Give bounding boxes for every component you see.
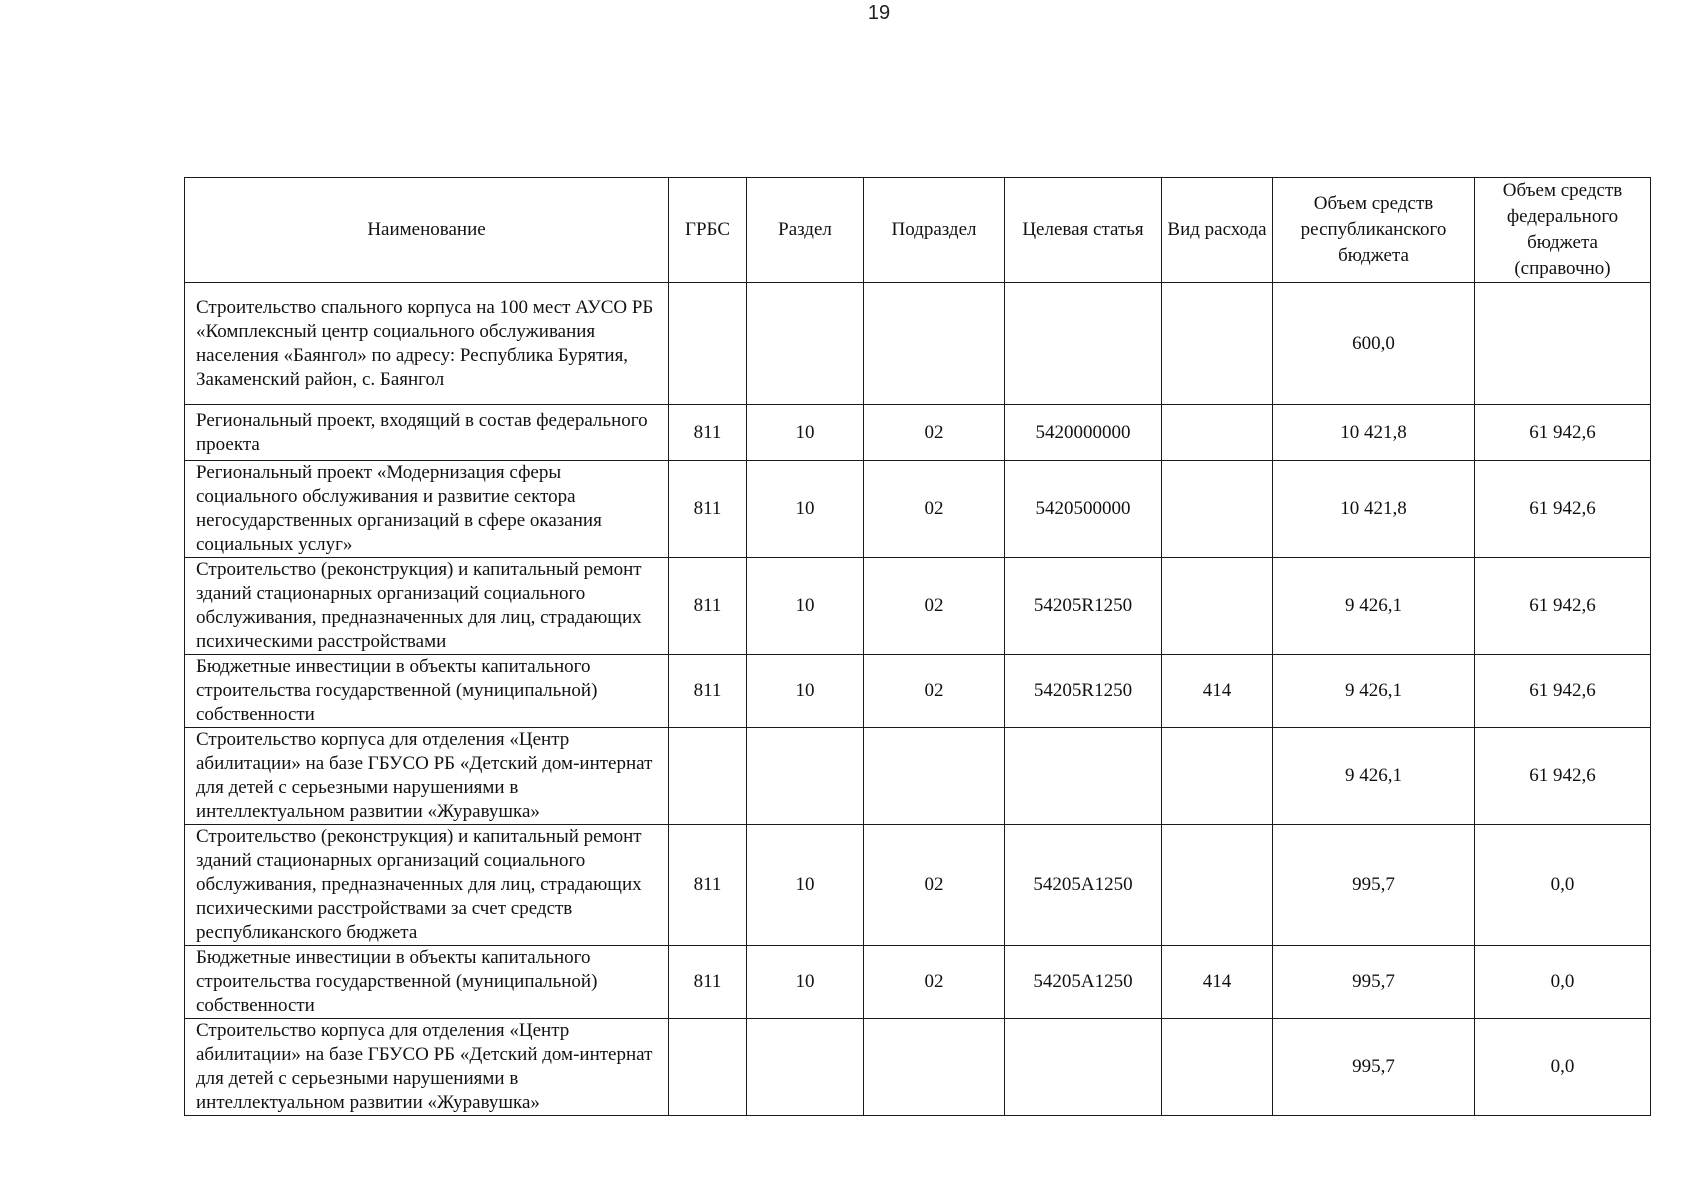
cell-republican-budget: 995,7 bbox=[1273, 825, 1475, 946]
cell-expense-type: 414 bbox=[1162, 946, 1273, 1019]
cell-federal-budget: 61 942,6 bbox=[1475, 461, 1651, 558]
table-body bbox=[185, 283, 1651, 1116]
cell-target-article: 5420000000 bbox=[1005, 405, 1162, 461]
cell-subsection: 02 bbox=[864, 558, 1005, 655]
cell-federal-budget: 61 942,6 bbox=[1475, 405, 1651, 461]
cell-expense-type: 414 bbox=[1162, 655, 1273, 728]
cell-expense-type bbox=[1162, 461, 1273, 558]
cell-section bbox=[747, 728, 864, 825]
cell-republican-budget: 9 426,1 bbox=[1273, 728, 1475, 825]
cell-federal-budget: 61 942,6 bbox=[1475, 728, 1651, 825]
cell-expense-type bbox=[1162, 283, 1273, 405]
cell-grbs: 811 bbox=[669, 946, 747, 1019]
cell-federal-budget: 61 942,6 bbox=[1475, 558, 1651, 655]
cell-republican-budget: 995,7 bbox=[1273, 1019, 1475, 1116]
table-row bbox=[185, 655, 1651, 728]
cell-federal-budget bbox=[1475, 283, 1651, 405]
cell-name: Бюджетные инвестиции в объекты капитального строительства государственной (муниципальной) собственности bbox=[185, 946, 669, 1019]
cell-target-article: 54205А1250 bbox=[1005, 825, 1162, 946]
cell-subsection: 02 bbox=[864, 946, 1005, 1019]
cell-grbs: 811 bbox=[669, 461, 747, 558]
cell-name: Региональный проект, входящий в состав федерального проекта bbox=[185, 405, 669, 461]
cell-grbs bbox=[669, 283, 747, 405]
cell-name: Строительство спального корпуса на 100 мест АУСО РБ «Комплексный центр социального обслуживания населения «Баянгол» по адресу: Республика Бурятия, Закаменский район, с. Баянгол bbox=[185, 283, 669, 405]
cell-target-article bbox=[1005, 728, 1162, 825]
cell-name: Строительство корпуса для отделения «Центр абилитации» на базе ГБУСО РБ «Детский дом-интернат для детей с серьезными нарушениями в интеллектуальном развитии «Журавушка» bbox=[185, 1019, 669, 1116]
cell-republican-budget: 9 426,1 bbox=[1273, 655, 1475, 728]
cell-expense-type bbox=[1162, 825, 1273, 946]
cell-target-article bbox=[1005, 1019, 1162, 1116]
table-row bbox=[185, 946, 1651, 1019]
header-republican-budget: Объем средств республиканского бюджета bbox=[1273, 178, 1475, 283]
table-row bbox=[185, 461, 1651, 558]
cell-target-article bbox=[1005, 283, 1162, 405]
cell-republican-budget: 10 421,8 bbox=[1273, 405, 1475, 461]
cell-republican-budget: 995,7 bbox=[1273, 946, 1475, 1019]
header-expense-type: Вид расхода bbox=[1162, 178, 1273, 283]
cell-target-article: 54205R1250 bbox=[1005, 655, 1162, 728]
cell-section: 10 bbox=[747, 405, 864, 461]
cell-federal-budget: 61 942,6 bbox=[1475, 655, 1651, 728]
cell-section: 10 bbox=[747, 825, 864, 946]
cell-subsection bbox=[864, 728, 1005, 825]
header-section: Раздел bbox=[747, 178, 864, 283]
cell-federal-budget: 0,0 bbox=[1475, 825, 1651, 946]
cell-target-article: 54205А1250 bbox=[1005, 946, 1162, 1019]
cell-grbs: 811 bbox=[669, 558, 747, 655]
cell-subsection bbox=[864, 283, 1005, 405]
cell-section bbox=[747, 283, 864, 405]
cell-expense-type bbox=[1162, 1019, 1273, 1116]
cell-name: Строительство (реконструкция) и капитальный ремонт зданий стационарных организаций социального обслуживания, предназначенных для лиц, страдающих психическими расстройствами за счет средств республиканского бюджета bbox=[185, 825, 669, 946]
cell-expense-type bbox=[1162, 728, 1273, 825]
cell-name: Строительство корпуса для отделения «Центр абилитации» на базе ГБУСО РБ «Детский дом-интернат для детей с серьезными нарушениями в интеллектуальном развитии «Журавушка» bbox=[185, 728, 669, 825]
cell-expense-type bbox=[1162, 405, 1273, 461]
cell-grbs bbox=[669, 728, 747, 825]
cell-republican-budget: 9 426,1 bbox=[1273, 558, 1475, 655]
table-row bbox=[185, 558, 1651, 655]
header-name: Наименование bbox=[185, 178, 669, 283]
cell-grbs: 811 bbox=[669, 655, 747, 728]
cell-expense-type bbox=[1162, 558, 1273, 655]
cell-grbs: 811 bbox=[669, 405, 747, 461]
cell-target-article: 5420500000 bbox=[1005, 461, 1162, 558]
header-federal-budget: Объем средств федерального бюджета (справочно) bbox=[1475, 178, 1651, 283]
cell-name: Строительство (реконструкция) и капитальный ремонт зданий стационарных организаций социального обслуживания, предназначенных для лиц, страдающих психическими расстройствами bbox=[185, 558, 669, 655]
header-grbs: ГРБС bbox=[669, 178, 747, 283]
page-number: 19 bbox=[867, 2, 891, 24]
cell-section: 10 bbox=[747, 946, 864, 1019]
table-row bbox=[185, 728, 1651, 825]
header-target-article: Целевая статья bbox=[1005, 178, 1162, 283]
table-row bbox=[185, 1019, 1651, 1116]
cell-subsection: 02 bbox=[864, 825, 1005, 946]
table-header bbox=[185, 178, 1651, 283]
cell-grbs bbox=[669, 1019, 747, 1116]
table-row bbox=[185, 405, 1651, 461]
cell-subsection bbox=[864, 1019, 1005, 1116]
table-row bbox=[185, 283, 1651, 405]
cell-target-article: 54205R1250 bbox=[1005, 558, 1162, 655]
cell-section: 10 bbox=[747, 655, 864, 728]
cell-section: 10 bbox=[747, 461, 864, 558]
cell-republican-budget: 600,0 bbox=[1273, 283, 1475, 405]
header-subsection: Подраздел bbox=[864, 178, 1005, 283]
cell-federal-budget: 0,0 bbox=[1475, 1019, 1651, 1116]
cell-section bbox=[747, 1019, 864, 1116]
cell-subsection: 02 bbox=[864, 655, 1005, 728]
cell-grbs: 811 bbox=[669, 825, 747, 946]
cell-subsection: 02 bbox=[864, 461, 1005, 558]
table-row bbox=[185, 825, 1651, 946]
cell-subsection: 02 bbox=[864, 405, 1005, 461]
cell-name: Региональный проект «Модернизация сферы социального обслуживания и развитие сектора негосударственных организаций в сфере оказания социальных услуг» bbox=[185, 461, 669, 558]
cell-section: 10 bbox=[747, 558, 864, 655]
header-row bbox=[185, 178, 1651, 283]
cell-republican-budget: 10 421,8 bbox=[1273, 461, 1475, 558]
cell-name: Бюджетные инвестиции в объекты капитального строительства государственной (муниципальной) собственности bbox=[185, 655, 669, 728]
budget-table bbox=[184, 177, 1651, 1116]
cell-federal-budget: 0,0 bbox=[1475, 946, 1651, 1019]
